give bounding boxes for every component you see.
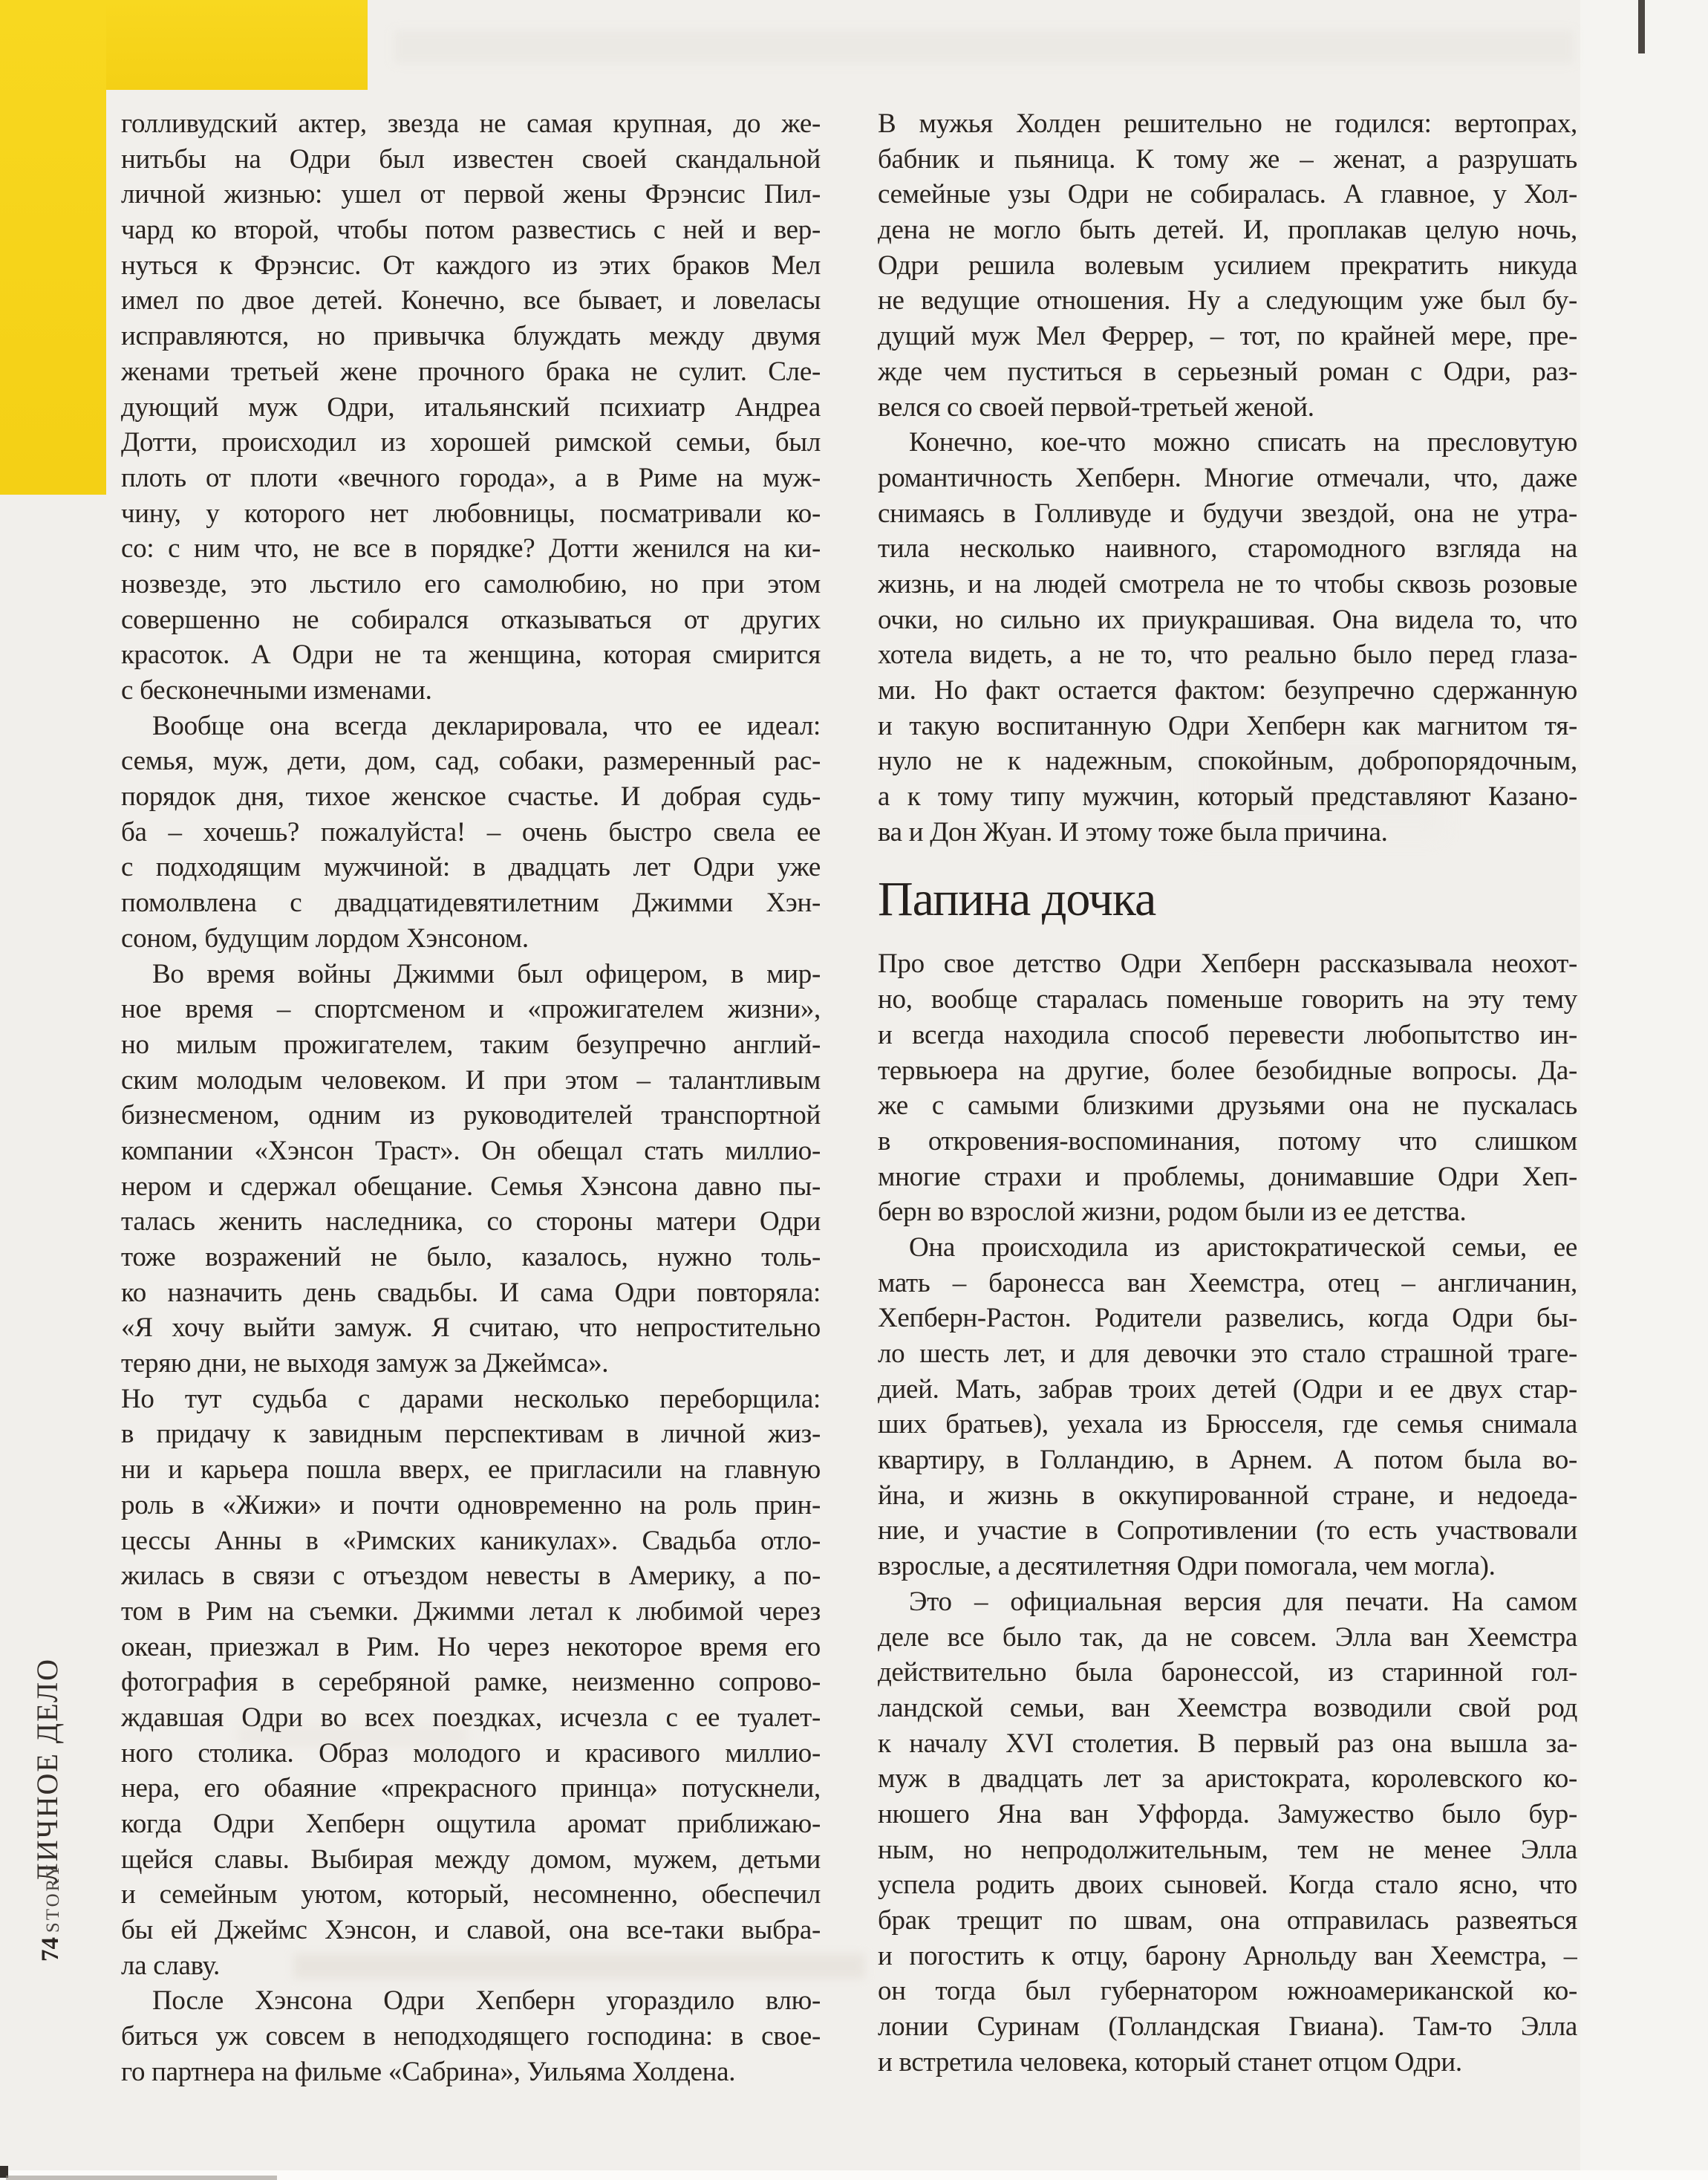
accent-block-side bbox=[0, 0, 106, 495]
text-line: В мужья Холден решительно не годился: вертопрах, bbox=[878, 108, 1577, 139]
paragraph bbox=[121, 957, 821, 1382]
text-line: но милым прожигателем, таким безупречно англий- bbox=[121, 1029, 821, 1060]
text-line: ни и карьера пошла вверх, ее пригласили на главную bbox=[121, 1454, 821, 1486]
text-line: ное время – спортсменом и «прожигателем жизни», bbox=[121, 994, 821, 1025]
text-line: плоть от плоти «вечного города», а в Риме на муж- bbox=[121, 462, 821, 493]
text-line: романтичность Хепберн. Многие отмечали, что, даже bbox=[878, 462, 1577, 493]
text-line: Но тут судьба с дарами несколько переборщила: bbox=[121, 1383, 821, 1414]
text-line: многие страхи и проблемы, донимавшие Одри Хеп- bbox=[878, 1161, 1577, 1192]
page-number: 74 bbox=[37, 1937, 64, 1962]
text-line: талась женить наследника, со стороны матери Одри bbox=[121, 1206, 821, 1237]
text-line: в придачу к завидным перспективам в личной жиз- bbox=[121, 1419, 821, 1450]
magazine-name: STORY bbox=[43, 1861, 63, 1933]
text-line: «Я хочу выйти замуж. Я считаю, что непростительно bbox=[121, 1312, 821, 1344]
text-line: Про свое детство Одри Хепберн рассказывала неохот- bbox=[878, 949, 1577, 980]
text-line: биться уж совсем в неподходящего господина: в свое- bbox=[121, 2021, 821, 2052]
text-line: соном, будущим лордом Хэнсоном. bbox=[121, 923, 529, 954]
text-line: ным, но непродолжительным, тем не менее Элла bbox=[878, 1834, 1577, 1865]
text-line: не ведущие отношения. Ну а следующим уже был бу- bbox=[878, 285, 1577, 316]
text-line: ло шесть лет, и для девочки это стало страшной траге- bbox=[878, 1338, 1577, 1369]
scan-edge-line bbox=[6, 2176, 277, 2180]
text-line: чину, у которого нет любовницы, посматривали ко- bbox=[121, 498, 821, 529]
text-line: и встретила человека, который станет отцом Одри. bbox=[878, 2046, 1462, 2077]
text-line: муж в двадцать лет за аристократа, королевского ко- bbox=[878, 1763, 1577, 1795]
text-line: деле все было так, да не совсем. Элла ван Хеемстра bbox=[878, 1621, 1577, 1653]
text-line: ших братьев), уехала из Брюсселя, где семья снимала bbox=[878, 1409, 1577, 1440]
text-line: чард ко второй, чтобы потом развестись с ней и вер- bbox=[121, 215, 821, 246]
text-line: хотела видеть, а не то, что реально было перед глаза- bbox=[878, 640, 1577, 671]
text-line: он тогда был губернатором южноамериканской ко- bbox=[878, 1976, 1577, 2007]
text-line: нером и сдержал обещание. Семья Хэнсона давно пы- bbox=[121, 1171, 821, 1202]
paragraph bbox=[121, 106, 821, 709]
text-line: После Хэнсона Одри Хепберн угораздило влю- bbox=[152, 1985, 821, 2017]
text-line: дущий муж Мел Феррер, – тот, по крайней мере, пре- bbox=[878, 321, 1577, 352]
text-line: ским молодым человеком. И при этом – талантливым bbox=[121, 1064, 821, 1096]
text-line: нуться к Фрэнсис. От каждого из этих браков Мел bbox=[121, 250, 821, 281]
text-line: велся со своей первой-третьей женой. bbox=[878, 391, 1314, 423]
text-line: в откровения-воспоминания, потому что слишком bbox=[878, 1125, 1577, 1156]
text-line: жилась в связи с отъездом невесты в Америку, а по- bbox=[121, 1561, 821, 1592]
text-line: и всегда находила способ перевести любопытство ин- bbox=[878, 1019, 1577, 1050]
paragraph bbox=[878, 946, 1577, 1230]
text-line: и такую воспитанную Одри Хепберн как магнитом тя- bbox=[878, 710, 1577, 741]
paragraph bbox=[878, 1584, 1577, 2080]
text-line: том в Рим на съемки. Джимми летал к любимой через bbox=[121, 1595, 821, 1627]
text-line: брак трещит по швам, она отправилась развеяться bbox=[878, 1905, 1577, 1936]
text-line: действительно была баронессой, из старинной гол- bbox=[878, 1657, 1577, 1688]
text-line: квартиру, в Голландию, в Арнем. А потом была во- bbox=[878, 1445, 1577, 1476]
text-line: и погостить к отцу, барону Арнольду ван Хеемстра, – bbox=[878, 1940, 1577, 1971]
page-right-margin bbox=[1580, 0, 1708, 2180]
text-line: ждавшая Одри во всех поездках, исчезла с ее туалет- bbox=[121, 1702, 821, 1733]
text-line: но, вообще старалась поменьше говорить на эту тему bbox=[878, 984, 1577, 1015]
text-line: же с самыми близкими друзьями она не пускалась bbox=[878, 1090, 1577, 1122]
text-line: Конечно, кое-что можно списать на пресловутую bbox=[909, 427, 1577, 458]
paragraph bbox=[878, 425, 1577, 850]
text-line: мать – баронесса ван Хеемстра, отец – англичанин, bbox=[878, 1267, 1577, 1298]
text-line: голливудский актер, звезда не самая крупная, до же- bbox=[121, 108, 821, 139]
article-column-right bbox=[878, 106, 1577, 2080]
text-line: цессы Анны в «Римских каникулах». Свадьба отло- bbox=[121, 1525, 821, 1556]
paragraph bbox=[121, 1382, 821, 1984]
text-line: нюшего Яна ван Уффорда. Замужество было бур- bbox=[878, 1798, 1577, 1829]
text-line: Во время войны Джимми был офицером, в мир- bbox=[152, 958, 821, 989]
text-line: бизнесменом, одним из руководителей транспортной bbox=[121, 1100, 821, 1131]
text-line: Это – официальная версия для печати. На самом bbox=[909, 1586, 1577, 1617]
text-line: с бесконечными изменами. bbox=[121, 675, 432, 706]
text-line: го партнера на фильме «Сабрина», Уильяма Холдена. bbox=[121, 2056, 736, 2087]
paragraph bbox=[121, 1983, 821, 2089]
text-line: ва и Дон Жуан. И этому тоже была причина. bbox=[878, 816, 1388, 847]
text-line: дена не могло быть детей. И, проплакав целую ночь, bbox=[878, 215, 1577, 246]
text-line: личной жизнью: ушел от первой жены Фрэнсис Пил- bbox=[121, 179, 821, 210]
section-heading: Папина дочка bbox=[878, 872, 1156, 927]
text-line: тила несколько наивного, старомодного взгляда на bbox=[878, 533, 1577, 564]
text-line: йна, и жизнь в оккупированной стране, и недоеда- bbox=[878, 1480, 1577, 1511]
text-line: ландской семьи, ван Хеемстра возводили свой род bbox=[878, 1692, 1577, 1723]
text-line: тоже возражений не было, казалось, нужно толь- bbox=[121, 1242, 821, 1272]
text-line: ла славу. bbox=[121, 1950, 220, 1981]
text-line: жизнь, и на людей смотрела не то чтобы сквозь розовые bbox=[878, 568, 1577, 599]
paragraph bbox=[878, 106, 1577, 425]
text-line: Хепберн-Растон. Родители развелись, когда Одри бы- bbox=[878, 1303, 1577, 1334]
text-line: со: с ним что, не все в порядке? Дотти женился на ки- bbox=[121, 533, 821, 564]
text-line: Дотти, происходил из хорошей римской семьи, был bbox=[121, 427, 821, 458]
text-line: бабник и пьяница. К тому же – женат, а разрушать bbox=[878, 143, 1577, 175]
text-line: дующий муж Одри, итальянский психиатр Андреа bbox=[121, 391, 821, 423]
text-line: помолвлена с двадцатидевятилетним Джимми Хэн- bbox=[121, 888, 821, 919]
text-line: взрослые, а десятилетняя Одри помогала, чем могла). bbox=[878, 1551, 1496, 1582]
text-line: фотография в серебряной рамке, неизменно сопрово- bbox=[121, 1667, 821, 1698]
text-line: щейся славы. Выбирая между домом, мужем, детьми bbox=[121, 1844, 821, 1875]
text-line: роль в «Жижи» и почти одновременно на роль прин- bbox=[121, 1489, 821, 1520]
text-line: очки, но сильно их приукрашивая. Она видела то, что bbox=[878, 604, 1577, 635]
text-line: компании «Хэнсон Траст». Он обещал стать миллио- bbox=[121, 1135, 821, 1166]
text-line: Одри решила волевым усилием прекратить никуда bbox=[878, 250, 1577, 281]
text-line: берн во взрослой жизни, родом были из ее детства. bbox=[878, 1197, 1467, 1228]
text-line: нуло не к надежным, спокойным, добропорядочным, bbox=[878, 746, 1577, 777]
text-line: и семейным уютом, который, несомненно, обеспечил bbox=[121, 1879, 821, 1910]
text-line: нера, его обаяние «прекрасного принца» потускнели, bbox=[121, 1773, 821, 1804]
text-line: исправляются, но привычка блуждать между двумя bbox=[121, 321, 821, 352]
text-line: порядок дня, тихое женское счастье. И добрая судь- bbox=[121, 781, 821, 813]
text-line: ного столика. Образ молодого и красивого миллио- bbox=[121, 1737, 821, 1769]
text-line: Она происходила из аристократической семьи, ее bbox=[909, 1231, 1577, 1263]
scan-edge-tick bbox=[1638, 0, 1645, 53]
text-line: ние, и участие в Сопротивлении (то есть участвовали bbox=[878, 1515, 1577, 1546]
text-line: с подходящим мужчиной: в двадцать лет Одри уже bbox=[121, 852, 821, 883]
text-line: бы ей Джеймс Хэнсон, и славой, она все-таки выбра- bbox=[121, 1915, 821, 1946]
text-line: ба – хочешь? пожалуйста! – очень быстро свела ее bbox=[121, 816, 821, 847]
text-line: совершенно не собирался отказываться от других bbox=[121, 604, 821, 635]
text-line: женами третьей жене прочного брака не сулит. Сле- bbox=[121, 356, 821, 387]
text-line: Вообще она всегда декларировала, что ее идеал: bbox=[152, 710, 821, 741]
text-line: к началу XVI столетия. В первый раз она вышла за- bbox=[878, 1728, 1577, 1759]
section-rubric-vertical: ЛИЧНОЕ ДЕЛО bbox=[30, 1657, 64, 1883]
text-line: теряю дни, не выходя замуж за Джеймса». bbox=[121, 1348, 609, 1379]
text-line: успела родить двоих сыновей. Когда стало ясно, что bbox=[878, 1870, 1577, 1901]
text-line: ми. Но факт остается фактом: безупречно сдержанную bbox=[878, 675, 1577, 706]
text-line: семья, муж, дети, дом, сад, собаки, размеренный рас- bbox=[121, 746, 821, 777]
text-line: дией. Мать, забрав троих детей (Одри и ее двух стар- bbox=[878, 1373, 1577, 1405]
text-line: семейные узы Одри не собиралась. А главное, у Хол- bbox=[878, 179, 1577, 210]
text-line: когда Одри Хепберн ощутила аромат приближаю- bbox=[121, 1809, 821, 1839]
paragraph bbox=[878, 1230, 1577, 1584]
text-line: снимаясь в Голливуде и будучи звездой, она не утра- bbox=[878, 498, 1577, 529]
article-column-left bbox=[121, 106, 821, 2090]
bleedthrough-artifact bbox=[394, 30, 1574, 64]
text-line: нитьбы на Одри был известен своей скандальной bbox=[121, 143, 821, 175]
paragraph bbox=[121, 709, 821, 957]
text-line: океан, приезжал в Рим. Но через некоторое время его bbox=[121, 1631, 821, 1662]
text-line: жде чем пуститься в серьезный роман с Одри, раз- bbox=[878, 356, 1577, 387]
text-line: ко назначить день свадьбы. И сама Одри повторяла: bbox=[121, 1277, 821, 1308]
text-line: лонии Суринам (Голландская Гвиана). Там-то Элла bbox=[878, 2011, 1577, 2043]
text-line: тервьюера на другие, более безобидные вопросы. Да- bbox=[878, 1055, 1577, 1086]
text-line: красоток. А Одри не та женщина, которая смирится bbox=[121, 640, 821, 671]
text-line: нозвезде, это льстило его самолюбию, но при этом bbox=[121, 568, 821, 599]
text-line: имел по двое детей. Конечно, все бывает, и ловеласы bbox=[121, 285, 821, 316]
text-line: а к тому типу мужчин, который представляют Казано- bbox=[878, 781, 1577, 813]
